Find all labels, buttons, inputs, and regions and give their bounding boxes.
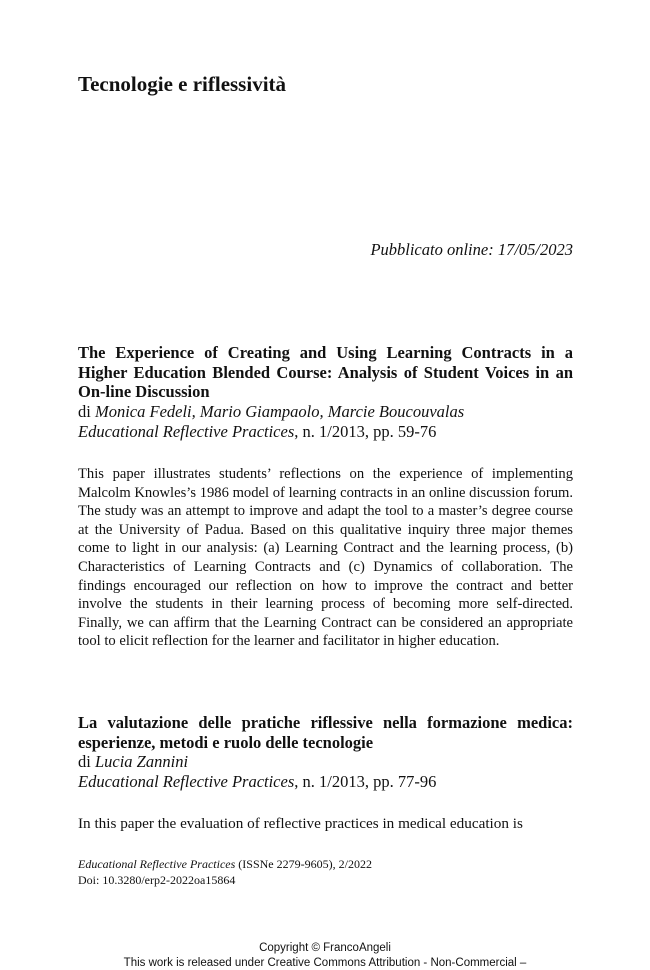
author-names: Lucia Zannini [94,752,189,771]
footer-issn: (ISSNe 2279-9605), 2/2022 [235,857,372,871]
journal-name: Educational Reflective Practices [78,421,295,441]
by-label: di [78,401,91,421]
article-title: La valutazione delle pratiche riflessive nella formazione medica: esperienze, metodi e ruolo delle tecnologie [78,713,573,752]
section-title: Tecnologie e riflessività [78,72,287,96]
article-abstract: This paper illustrates students’ reflections on the experience of implementing Malcolm Knowles’s 1986 model of learning contracts in an online discussion forum. The study was an attempt to improve and adapt the tool to a master’s degree course at the University of Padua. Based on this qualitative inquiry three major themes come to light in our analysis: (a) Learning Contract and the learning process, (b) Characteristics of Learning Contracts and (c) Dynamics of collaboration. The findings encouraged our reflection on how to improve the contract and better involve the students in their learning process of becoming more self-directed. Finally, we can affirm that the Learning Contract can be considered an appropriate tool to elicit reflection for the learner and facilitator in higher education. [78,466,573,650]
journal-footer [78,857,372,888]
license-notice: This work is released under Creative Commons Attribution - Non-Commercial – [123,957,527,969]
author-names: Monica Fedeli, Mario Giampaolo, Marcie Boucouvalas [94,401,465,421]
article-1 [78,343,573,442]
article-citation [78,772,573,792]
by-label: di [78,752,91,771]
article-abstract: In this paper the evaluation of reflective practices in medical education is [78,815,523,832]
copyright-notice: Copyright © FrancoAngeli [259,942,391,954]
article-2 [78,713,573,792]
article-authors [78,402,573,422]
footer-doi: Doi: 10.3280/erp2-2022oa15864 [78,872,236,887]
journal-issn-line [78,857,372,873]
citation-details: , n. 1/2013, pp. 77-96 [294,772,437,791]
article-title: The Experience of Creating and Using Learning Contracts in a Higher Education Blended Course: Analysis of Student Voices in an On-line Discussion [78,343,573,401]
footer-journal-name: Educational Reflective Practices [78,857,236,871]
article-citation [78,422,573,442]
journal-name: Educational Reflective Practices [78,772,295,791]
citation-details: , n. 1/2013, pp. 59-76 [294,421,437,441]
publication-date: Pubblicato online: 17/05/2023 [370,240,573,259]
article-authors [78,752,573,772]
